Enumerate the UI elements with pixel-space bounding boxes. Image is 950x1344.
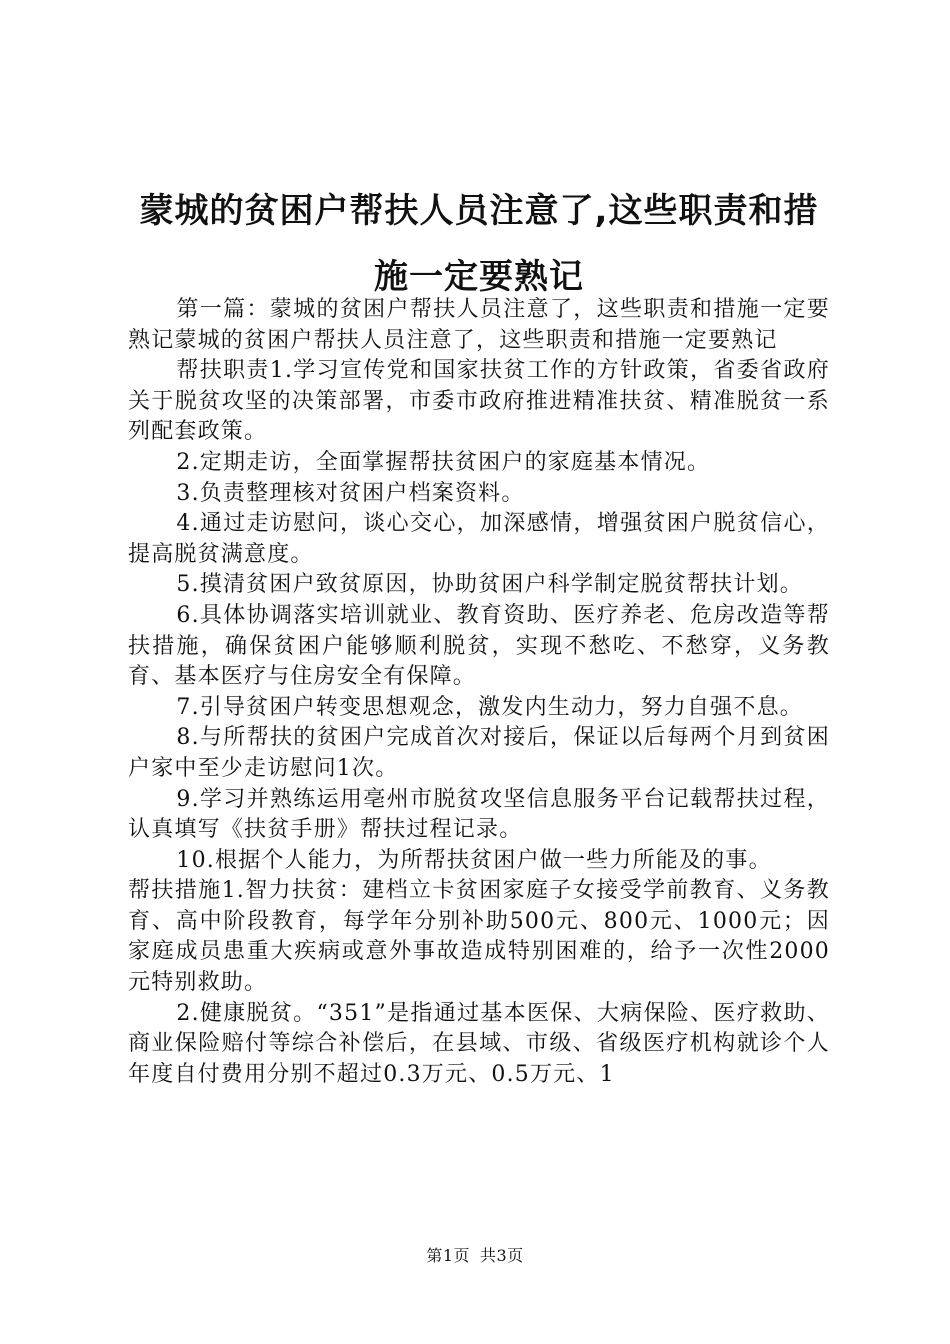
paragraph: 4.通过走访慰问，谈心交心，加深感情，增强贫困户脱贫信心，提高脱贫满意度。 <box>128 511 830 567</box>
page-total: 共3页 <box>480 1246 524 1265</box>
paragraph: 帮扶措施1.智力扶贫：建档立卡贫困家庭子女接受学前教育、义务教育、高中阶段教育，每学年分别补助500元、800元、1000元；因家庭成员患重大疾病或意外事故造成特别困难的，给予一次性2000元特别救助。 <box>128 878 830 996</box>
paragraph: 7.引导贫困户转变思想观念，激发内生动力，努力自强不息。 <box>176 694 803 720</box>
paragraph: 2.健康脱贫。“351”是指通过基本医保、大病保险、医疗救助、商业保险赔付等综合补偿后，在县域、市级、省级医疗机构就诊个人年度自付费用分别不超过0.3万元、0.5万元、1 <box>128 1000 830 1087</box>
paragraph: 帮扶职责1.学习宣传党和国家扶贫工作的方针政策，省委省政府关于脱贫攻坚的决策部署，市委市政府推进精准扶贫、精准脱贫一系列配套政策。 <box>128 358 830 445</box>
paragraph: 6.具体协调落实培训就业、教育资助、医疗养老、危房改造等帮扶措施，确保贫困户能够顺利脱贫，实现不愁吃、不愁穿，义务教育、基本医疗与住房安全有保障。 <box>128 602 830 690</box>
paragraph: 10.根据个人能力，为所帮扶贫困户做一些力所能及的事。 <box>176 847 772 873</box>
paragraph: 5.摸清贫困户致贫原因，协助贫困户科学制定脱贫帮扶计划。 <box>176 572 803 598</box>
paragraph: 3.负责整理核对贫困户档案资料。 <box>176 480 525 506</box>
paragraph: 第一篇：蒙城的贫困户帮扶人员注意了，这些职责和措施一定要熟记蒙城的贫困户帮扶人员注意了，这些职责和措施一定要熟记 <box>128 297 830 353</box>
paragraph: 2.定期走访，全面掌握帮扶贫困户的家庭基本情况。 <box>176 449 711 475</box>
page-number: 第1页 <box>426 1246 470 1265</box>
document-title: 蒙城的贫困户帮扶人员注意了,这些职责和措施一定要熟记 <box>139 191 819 297</box>
paragraph: 9.学习并熟练运用亳州市脱贫攻坚信息服务平台记载帮扶过程，认真填写《扶贫手册》帮扶过程记录。 <box>128 786 830 843</box>
paragraph: 8.与所帮扶的贫困户完成首次对接后，保证以后每两个月到贫困户家中至少走访慰问1次。 <box>128 725 830 781</box>
document-body <box>128 295 830 1090</box>
page-footer <box>0 1243 950 1266</box>
